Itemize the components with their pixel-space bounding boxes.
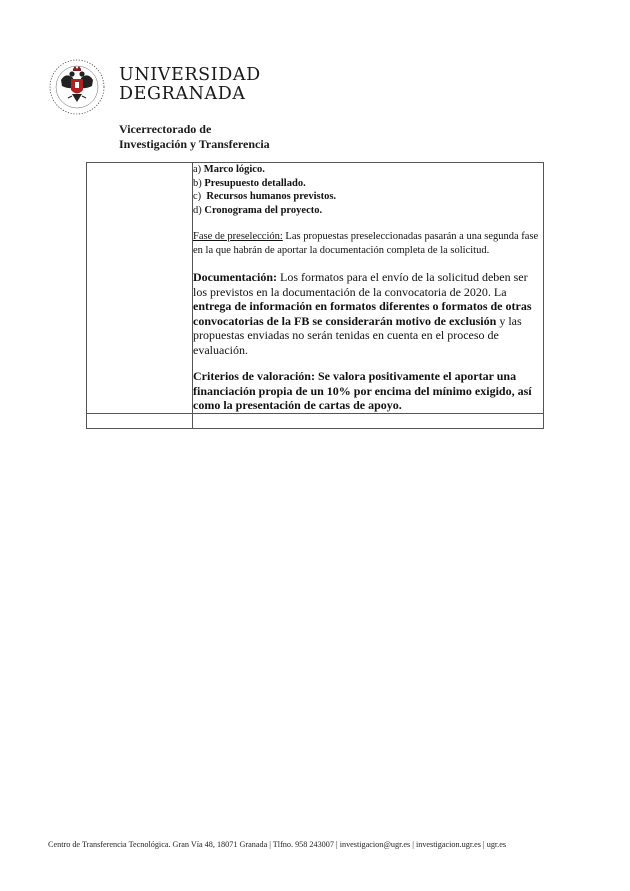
- department-line1: Vicerrectorado de: [119, 122, 212, 136]
- item-prefix: c): [193, 191, 207, 202]
- criteria-paragraph: [193, 369, 543, 413]
- empty-row: [87, 413, 544, 428]
- department-line2: Investigación y Transferencia: [119, 137, 270, 151]
- content-table: [86, 162, 544, 429]
- list-item: [193, 204, 543, 218]
- preselection-label: Fase de preselección:: [193, 231, 283, 242]
- documentation-text1: Los formatos para el envío de la solicitud deben ser los previstos en la documentación de la convocatoria de 2020. La: [193, 270, 528, 299]
- right-content-cell: [193, 163, 544, 414]
- university-seal-icon: [48, 58, 106, 116]
- page-footer: Centro de Transferencia Tecnológica. Gran Vía 48, 18071 Granada | Tlfno. 958 243007 | investigacion@ugr.es | investigacion.ugr.es | ugr.es: [48, 840, 507, 849]
- left-empty-cell: [87, 163, 193, 414]
- item-prefix: b): [193, 177, 205, 189]
- list-item: [193, 177, 543, 191]
- item-text: Cronograma del proyecto.: [204, 204, 323, 216]
- university-name-granada: GRANADA: [147, 84, 246, 104]
- university-name-line2: [119, 85, 261, 104]
- item-text: Marco lógico.: [203, 164, 265, 175]
- documentation-label: Documentación:: [193, 270, 277, 284]
- empty-cell-left: [87, 413, 193, 428]
- documentation-bold: entrega de información en formatos diferentes o formatos de otras convocatorias de la FB se considerarán motivo de exclusión: [193, 299, 532, 328]
- list-item: [193, 163, 543, 177]
- university-name-line1: UNIVERSIDAD: [119, 65, 261, 85]
- item-prefix: d): [193, 204, 205, 216]
- criteria-text: Criterios de valoración: Se valora positivamente el aportar una financiación propia de un 10% por encima del mínimo exigido, así como la presentación de cartas de apoyo.: [193, 369, 532, 412]
- university-name: [119, 66, 261, 104]
- documentation-text2: y las propuestas enviadas no serán tenidas en cuenta en el proceso de evaluación.: [193, 313, 522, 357]
- item-text: Presupuesto detallado.: [204, 177, 306, 189]
- documentation-paragraph: [193, 270, 543, 357]
- university-name-de: DE: [119, 84, 148, 104]
- item-prefix: a): [193, 164, 204, 175]
- item-text: Recursos humanos previstos.: [206, 191, 337, 202]
- list-item: [193, 190, 543, 204]
- empty-cell-right: [193, 413, 544, 428]
- department-name: [119, 122, 270, 152]
- content-row: [87, 163, 544, 414]
- preselection-paragraph: [193, 230, 543, 258]
- preselection-text: Las propuestas preseleccionadas pasarán a una segunda fase en la que habrán de aportar la documentación completa de la solicitud.: [193, 231, 539, 256]
